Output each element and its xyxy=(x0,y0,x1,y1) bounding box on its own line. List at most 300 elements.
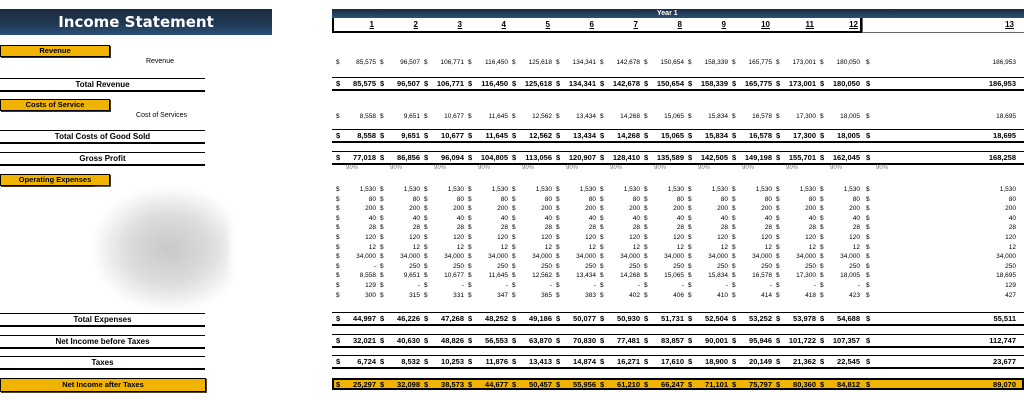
total-costs-col-2 xyxy=(380,131,424,141)
currency-symbol: $ xyxy=(688,243,692,251)
currency-symbol: $ xyxy=(512,214,516,222)
value: 418 xyxy=(805,291,816,299)
value: 14,268 xyxy=(620,272,640,280)
value: 48,252 xyxy=(485,314,508,323)
value: 49,186 xyxy=(529,314,552,323)
row-border-top xyxy=(332,312,1024,313)
opex-item-8-col-2 xyxy=(380,253,424,263)
opex-item-8-col-13 xyxy=(866,253,1020,263)
currency-symbol: $ xyxy=(644,282,648,289)
opex-item-6-col-13 xyxy=(866,234,1020,244)
total-costs-col-6 xyxy=(556,131,600,141)
opex-item-12-col-3 xyxy=(424,292,468,302)
currency-symbol: $ xyxy=(732,214,736,222)
value: 28 xyxy=(588,224,596,232)
opex-item-10-col-12 xyxy=(820,272,864,282)
value: 120,907 xyxy=(568,153,596,162)
value: 402 xyxy=(629,291,640,299)
currency-symbol: $ xyxy=(732,79,737,88)
total-costs-col-11 xyxy=(776,131,820,141)
year-label: Year 1 xyxy=(657,10,678,17)
currency-symbol: $ xyxy=(336,113,340,120)
currency-symbol: $ xyxy=(424,113,428,120)
value: 28 xyxy=(720,224,728,232)
value: 40 xyxy=(368,214,376,222)
opex-item-11-col-5 xyxy=(512,282,556,292)
value: 85,575 xyxy=(356,59,376,66)
net-before-tax-col-4 xyxy=(468,336,512,346)
value: 55,511 xyxy=(993,314,1016,323)
currency-symbol: $ xyxy=(512,153,517,162)
gross-profit-col-7 xyxy=(600,153,644,163)
value: - xyxy=(373,262,376,270)
value: 18,695 xyxy=(996,113,1016,120)
value: 12 xyxy=(368,243,376,251)
currency-symbol: $ xyxy=(380,272,384,280)
value: 11,645 xyxy=(488,113,508,120)
value: 14,268 xyxy=(620,113,640,120)
currency-symbol: $ xyxy=(512,186,516,193)
currency-symbol: $ xyxy=(600,59,604,66)
value: 200 xyxy=(1005,205,1016,213)
currency-symbol: $ xyxy=(688,314,693,323)
value: 11,876 xyxy=(485,357,508,366)
opex-item-4-col-11 xyxy=(776,215,820,225)
total-expenses-col-12 xyxy=(820,314,864,324)
currency-symbol: $ xyxy=(512,291,516,299)
currency-symbol: $ xyxy=(336,243,340,251)
opex-item-1-col-7 xyxy=(600,186,644,196)
value: 186,953 xyxy=(992,59,1016,66)
value: 250 xyxy=(849,262,860,270)
currency-symbol: $ xyxy=(776,153,781,162)
gross-margin-col-2 xyxy=(380,165,424,175)
cost-of-services-col-2 xyxy=(380,113,424,123)
currency-symbol: $ xyxy=(424,79,429,88)
currency-symbol: $ xyxy=(556,282,560,289)
currency-symbol: $ xyxy=(424,357,429,366)
value: 90% xyxy=(742,165,755,171)
value: 11,645 xyxy=(488,272,508,280)
opex-item-3-col-13 xyxy=(866,205,1020,215)
currency-symbol: $ xyxy=(600,186,604,193)
opex-item-7-col-4 xyxy=(468,244,512,254)
currency-symbol: $ xyxy=(776,253,780,261)
value: 113,056 xyxy=(525,153,552,162)
opex-item-4-col-2 xyxy=(380,215,424,225)
currency-symbol: $ xyxy=(866,59,870,66)
opex-item-12-col-7 xyxy=(600,292,644,302)
currency-symbol: $ xyxy=(732,282,736,289)
opex-item-9-col-1 xyxy=(336,263,380,273)
value: 17,610 xyxy=(661,357,684,366)
currency-symbol: $ xyxy=(644,195,648,203)
value: 250 xyxy=(409,262,420,270)
value: 48,826 xyxy=(441,336,464,345)
value: 165,775 xyxy=(748,59,772,66)
value: 142,678 xyxy=(616,59,640,66)
total-costs-col-1 xyxy=(336,131,380,141)
currency-symbol: $ xyxy=(600,234,604,241)
revenue-col-9 xyxy=(688,59,732,69)
net-before-tax-col-3 xyxy=(424,336,468,346)
cost-of-services-col-5 xyxy=(512,113,556,123)
revenue-col-12 xyxy=(820,59,864,69)
gross-profit-col-6 xyxy=(556,153,600,163)
revenue-col-6 xyxy=(556,59,600,69)
opex-item-4-col-6 xyxy=(556,215,600,225)
opex-item-9-col-2 xyxy=(380,263,424,273)
value: 90% xyxy=(786,165,799,171)
currency-symbol: $ xyxy=(380,195,384,203)
opex-item-6-col-12 xyxy=(820,234,864,244)
opex-item-6-col-3 xyxy=(424,234,468,244)
value: 80,360 xyxy=(793,380,816,389)
currency-symbol: $ xyxy=(380,314,385,323)
currency-symbol: $ xyxy=(424,243,428,251)
currency-symbol: $ xyxy=(644,291,648,299)
cost-of-services-col-9 xyxy=(688,113,732,123)
value: 129 xyxy=(1005,282,1016,289)
currency-symbol: $ xyxy=(688,79,693,88)
total-expenses-col-4 xyxy=(468,314,512,324)
opex-item-10-col-7 xyxy=(600,272,644,282)
opex-item-8-col-10 xyxy=(732,253,776,263)
opex-item-2-col-12 xyxy=(820,196,864,206)
opex-item-5-col-12 xyxy=(820,224,864,234)
currency-symbol: $ xyxy=(644,224,648,232)
value: 15,834 xyxy=(705,131,728,140)
value: - xyxy=(681,282,684,289)
currency-symbol: $ xyxy=(866,272,870,280)
value: 90% xyxy=(434,165,447,171)
value: 90% xyxy=(522,165,535,171)
value: 250 xyxy=(629,262,640,270)
opex-item-10-col-9 xyxy=(688,272,732,282)
value: 104,805 xyxy=(480,153,508,162)
value: 120 xyxy=(585,234,596,241)
value: 80 xyxy=(808,195,816,203)
opex-item-7-col-3 xyxy=(424,244,468,254)
currency-symbol: $ xyxy=(776,243,780,251)
value: 96,507 xyxy=(397,79,420,88)
currency-symbol: $ xyxy=(556,357,561,366)
value: 80 xyxy=(720,195,728,203)
currency-symbol: $ xyxy=(688,282,692,289)
value: 40 xyxy=(544,214,552,222)
currency-symbol: $ xyxy=(380,224,384,232)
currency-symbol: $ xyxy=(336,357,341,366)
currency-symbol: $ xyxy=(644,272,648,280)
currency-symbol: $ xyxy=(866,234,870,241)
currency-symbol: $ xyxy=(820,357,825,366)
value: 120 xyxy=(541,234,552,241)
value: 66,247 xyxy=(661,380,684,389)
currency-symbol: $ xyxy=(336,195,340,203)
value: 90% xyxy=(610,165,623,171)
currency-symbol: $ xyxy=(644,113,648,120)
net-after-tax-col-12 xyxy=(820,380,864,390)
gross-profit-col-5 xyxy=(512,153,556,163)
opex-item-8-col-12 xyxy=(820,253,864,263)
value: 80 xyxy=(544,195,552,203)
opex-item-5-col-2 xyxy=(380,224,424,234)
row-border-top xyxy=(332,77,1024,78)
value: 1,530 xyxy=(799,186,816,193)
opex-item-1-col-2 xyxy=(380,186,424,196)
currency-symbol: $ xyxy=(776,113,780,120)
value: 80 xyxy=(852,195,860,203)
currency-symbol: $ xyxy=(424,314,429,323)
revenue-col-10 xyxy=(732,59,776,69)
gross-profit-col-4 xyxy=(468,153,512,163)
opex-item-9-col-5 xyxy=(512,263,556,273)
currency-symbol: $ xyxy=(644,59,648,66)
opex-item-3-col-11 xyxy=(776,205,820,215)
value: 80 xyxy=(1008,195,1016,203)
opex-item-12-col-2 xyxy=(380,292,424,302)
opex-item-9-col-13 xyxy=(866,263,1020,273)
currency-symbol: $ xyxy=(820,205,824,213)
currency-symbol: $ xyxy=(336,272,340,280)
currency-symbol: $ xyxy=(512,380,517,389)
opex-item-7-col-6 xyxy=(556,244,600,254)
value: 250 xyxy=(541,262,552,270)
currency-symbol: $ xyxy=(688,195,692,203)
currency-symbol: $ xyxy=(424,59,428,66)
value: 80 xyxy=(676,195,684,203)
value: 120 xyxy=(673,234,684,241)
value: 32,098 xyxy=(397,380,420,389)
value: 40 xyxy=(1008,214,1016,222)
total-revenue-col-7 xyxy=(600,79,644,89)
currency-symbol: $ xyxy=(468,153,473,162)
column-header-6: 6 xyxy=(589,20,594,29)
value: 107,357 xyxy=(832,336,860,345)
value: 23,677 xyxy=(993,357,1016,366)
currency-symbol: $ xyxy=(776,336,781,345)
value: 150,654 xyxy=(660,59,684,66)
currency-symbol: $ xyxy=(732,205,736,213)
currency-symbol: $ xyxy=(336,79,341,88)
currency-symbol: $ xyxy=(776,291,780,299)
value: 9,651 xyxy=(403,113,420,120)
value: 186,953 xyxy=(988,79,1016,88)
value: 135,589 xyxy=(656,153,684,162)
taxes-col-5 xyxy=(512,357,556,367)
value: 423 xyxy=(849,291,860,299)
currency-symbol: $ xyxy=(380,131,385,140)
value: 250 xyxy=(673,262,684,270)
column-header-9: 9 xyxy=(721,20,726,29)
column-header-3: 3 xyxy=(457,20,462,29)
value: 90% xyxy=(478,165,491,171)
taxes-col-4 xyxy=(468,357,512,367)
currency-symbol: $ xyxy=(512,314,517,323)
total-revenue-col-6 xyxy=(556,79,600,89)
value: 12 xyxy=(808,243,816,251)
total-costs-col-3 xyxy=(424,131,468,141)
column-header-4: 4 xyxy=(501,20,506,29)
currency-symbol: $ xyxy=(556,291,560,299)
opex-item-10-col-11 xyxy=(776,272,820,282)
opex-item-8-col-7 xyxy=(600,253,644,263)
currency-symbol: $ xyxy=(380,336,385,345)
opex-item-2-col-8 xyxy=(644,196,688,206)
opex-item-6-col-11 xyxy=(776,234,820,244)
value: 14,874 xyxy=(573,357,596,366)
opex-item-7-col-7 xyxy=(600,244,644,254)
currency-symbol: $ xyxy=(380,357,385,366)
value: 85,575 xyxy=(353,79,376,88)
currency-symbol: $ xyxy=(732,336,737,345)
value: - xyxy=(769,282,772,289)
column-header-11: 11 xyxy=(805,20,814,29)
value: 34,000 xyxy=(532,253,552,261)
value: 40 xyxy=(720,214,728,222)
revenue-item-label: Revenue xyxy=(145,58,174,65)
value: 50,077 xyxy=(573,314,596,323)
opex-item-11-col-12 xyxy=(820,282,864,292)
gross-margin-col-3 xyxy=(424,165,468,175)
value: 51,731 xyxy=(661,314,684,323)
opex-item-9-col-11 xyxy=(776,263,820,273)
value: - xyxy=(417,282,420,289)
value: 12 xyxy=(632,243,640,251)
currency-symbol: $ xyxy=(688,234,692,241)
value: 15,065 xyxy=(661,131,684,140)
value: 200 xyxy=(585,205,596,213)
currency-symbol: $ xyxy=(600,195,604,203)
currency-symbol: $ xyxy=(336,224,340,232)
currency-symbol: $ xyxy=(820,272,824,280)
row-border-top xyxy=(332,355,1024,356)
currency-symbol: $ xyxy=(380,113,384,120)
taxes-col-13 xyxy=(866,357,1020,367)
currency-symbol: $ xyxy=(512,282,516,289)
value: 410 xyxy=(717,291,728,299)
currency-symbol: $ xyxy=(600,336,605,345)
currency-symbol: $ xyxy=(424,195,428,203)
opex-item-5-col-13 xyxy=(866,224,1020,234)
value: 63,870 xyxy=(529,336,552,345)
value: 383 xyxy=(585,291,596,299)
value: 12 xyxy=(412,243,420,251)
value: 34,000 xyxy=(996,253,1016,261)
value: 53,978 xyxy=(793,314,816,323)
value: 90% xyxy=(566,165,579,171)
currency-symbol: $ xyxy=(732,380,737,389)
value: 28 xyxy=(764,224,772,232)
currency-symbol: $ xyxy=(732,59,736,66)
currency-symbol: $ xyxy=(468,113,472,120)
currency-symbol: $ xyxy=(776,262,780,270)
row-border-bottom xyxy=(332,141,1024,143)
net-before-tax-col-1 xyxy=(336,336,380,346)
net-before-tax-col-5 xyxy=(512,336,556,346)
currency-symbol: $ xyxy=(512,234,516,241)
value: 28 xyxy=(412,224,420,232)
value: 40,630 xyxy=(397,336,420,345)
value: 55,956 xyxy=(573,380,596,389)
opex-item-6-col-7 xyxy=(600,234,644,244)
currency-symbol: $ xyxy=(512,224,516,232)
currency-symbol: $ xyxy=(468,59,472,66)
currency-symbol: $ xyxy=(644,314,649,323)
opex-item-7-col-1 xyxy=(336,244,380,254)
total-expenses-col-10 xyxy=(732,314,776,324)
value: - xyxy=(549,282,552,289)
opex-item-3-col-6 xyxy=(556,205,600,215)
currency-symbol: $ xyxy=(556,113,560,120)
currency-symbol: $ xyxy=(732,224,736,232)
total-expenses-col-5 xyxy=(512,314,556,324)
column-header-12: 12 xyxy=(849,20,858,29)
value: 46,226 xyxy=(397,314,420,323)
opex-item-10-col-5 xyxy=(512,272,556,282)
value: 75,797 xyxy=(749,380,772,389)
currency-symbol: $ xyxy=(556,272,560,280)
currency-symbol: $ xyxy=(600,153,605,162)
currency-symbol: $ xyxy=(820,282,824,289)
value: 28 xyxy=(500,224,508,232)
opex-item-2-col-9 xyxy=(688,196,732,206)
value: 50,930 xyxy=(617,314,640,323)
value: 365 xyxy=(541,291,552,299)
net-after-tax-col-13 xyxy=(866,380,1020,390)
value: 1,530 xyxy=(491,186,508,193)
value: 44,997 xyxy=(353,314,376,323)
currency-symbol: $ xyxy=(424,380,429,389)
value: 80 xyxy=(632,195,640,203)
currency-symbol: $ xyxy=(776,380,781,389)
value: 1,530 xyxy=(667,186,684,193)
total-expenses-col-1 xyxy=(336,314,380,324)
currency-symbol: $ xyxy=(688,272,692,280)
opex-item-3-col-9 xyxy=(688,205,732,215)
value: 18,695 xyxy=(996,272,1016,280)
value: 120 xyxy=(717,234,728,241)
revenue-col-8 xyxy=(644,59,688,69)
gross-profit-col-2 xyxy=(380,153,424,163)
currency-symbol: $ xyxy=(468,357,473,366)
opex-item-1-col-4 xyxy=(468,186,512,196)
value: 21,362 xyxy=(793,357,816,366)
year-header xyxy=(332,9,1024,18)
total-costs-col-12 xyxy=(820,131,864,141)
value: 95,946 xyxy=(749,336,772,345)
row-border-bottom xyxy=(332,89,1024,91)
value: 150,654 xyxy=(656,79,684,88)
cost-of-services-col-7 xyxy=(600,113,644,123)
currency-symbol: $ xyxy=(380,205,384,213)
value: 54,688 xyxy=(837,314,860,323)
value: 47,268 xyxy=(441,314,464,323)
currency-symbol: $ xyxy=(644,153,649,162)
currency-symbol: $ xyxy=(866,131,871,140)
opex-item-4-col-12 xyxy=(820,215,864,225)
currency-symbol: $ xyxy=(424,253,428,261)
value: 12,562 xyxy=(532,272,552,280)
total-expenses-col-3 xyxy=(424,314,468,324)
total-expenses-col-11 xyxy=(776,314,820,324)
cost-of-services-col-13 xyxy=(866,113,1020,123)
opex-item-2-col-11 xyxy=(776,196,820,206)
currency-symbol: $ xyxy=(556,380,561,389)
value: 15,834 xyxy=(708,272,728,280)
opex-item-7-col-9 xyxy=(688,244,732,254)
value: 40 xyxy=(412,214,420,222)
